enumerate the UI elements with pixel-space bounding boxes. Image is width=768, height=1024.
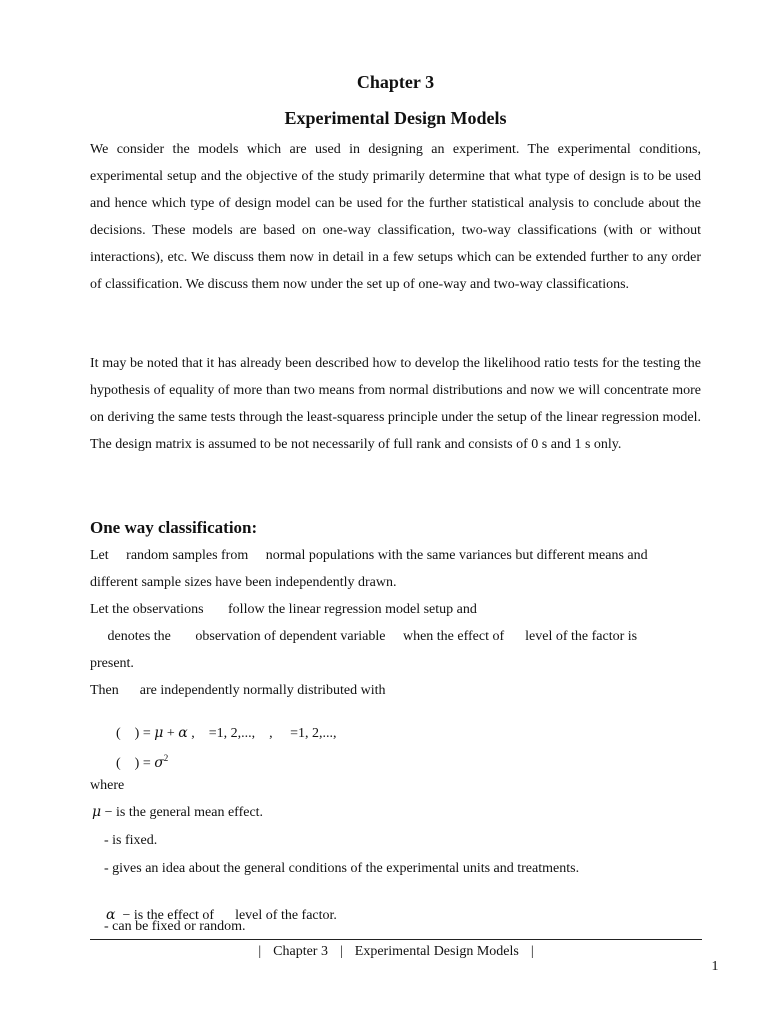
sigma-symbol: σ — [154, 755, 164, 771]
where-line: where — [90, 778, 125, 793]
let-line-2: different sample sizes have been independently drawn. — [90, 575, 397, 590]
fixed-line: - is fixed. — [104, 833, 158, 848]
likelihood-paragraph: It may be noted that it has already been described how to develop the likelihood ratio tests for the testing the hypothesis of equality of more than two means from normal distributions and now we will concentrate more on deriving the same tests through the least-squaress principle under the setup of the linear regression model. The design matrix is assumed to be not necessarily of full rank and consists of 0 s and 1 s only. — [90, 356, 701, 452]
alpha-definition-text: − is the effect of level of the factor. — [115, 908, 337, 923]
random-line: - can be fixed or random. — [104, 919, 246, 934]
mu-symbol: μ — [154, 725, 164, 741]
then-line: Then are independently normally distributed with — [90, 683, 386, 698]
let-line-1: Let random samples from normal populations with the same variances but different means and — [90, 548, 648, 563]
present-line: present. — [90, 656, 134, 671]
equation-1-rest: , =1, 2,..., , =1, 2,..., — [187, 726, 337, 741]
footer-bar-middle: | — [339, 944, 343, 959]
denotes-line: denotes the observation of dependent variable when the effect of level of the factor is — [90, 629, 638, 644]
observations-line: Let the observations follow the linear regression model setup and — [90, 602, 477, 617]
alpha-symbol: α — [178, 725, 188, 741]
idea-line: - gives an idea about the general conditions of the experimental units and treatments. — [104, 861, 580, 876]
chapter-title: Chapter 3 — [356, 72, 435, 92]
footer-title: Experimental Design Models — [354, 944, 519, 959]
footer-bar-left: | — [258, 944, 262, 959]
footer-chapter: Chapter 3 — [273, 944, 328, 959]
equation-1-plus: + — [163, 726, 179, 741]
mu-definition-symbol: μ — [92, 804, 102, 820]
sigma-exponent: 2 — [163, 753, 169, 763]
chapter-subtitle: Experimental Design Models — [284, 108, 507, 128]
mu-definition-text: − is the general mean effect. — [101, 805, 264, 820]
footer-bar-right: | — [530, 944, 534, 959]
equation-1-open: ( ) = — [116, 726, 155, 741]
page-footer — [90, 944, 702, 960]
page-number: 1 — [711, 959, 719, 974]
alpha-definition-symbol: α — [106, 907, 116, 923]
mu-definition-line — [92, 803, 263, 822]
section-heading: One way classification: — [90, 518, 258, 537]
footer-divider — [90, 939, 702, 940]
equation-2-open: ( ) = — [116, 756, 155, 771]
intro-paragraph: We consider the models which are used in designing an experiment. The experimental conditions, experimental setup and the objective of the study primarily determine that what type of design is to be used and hence which type of design model can be used for the further statistical analysis to conclude about the decisions. These models are based on one-way classification, two-way classifications (with or without interactions), etc. We discuss them now in detail in a few setups which can be extended further to any order of classification. We discuss them now under the set up of one-way and two-way classifications. — [90, 142, 701, 292]
